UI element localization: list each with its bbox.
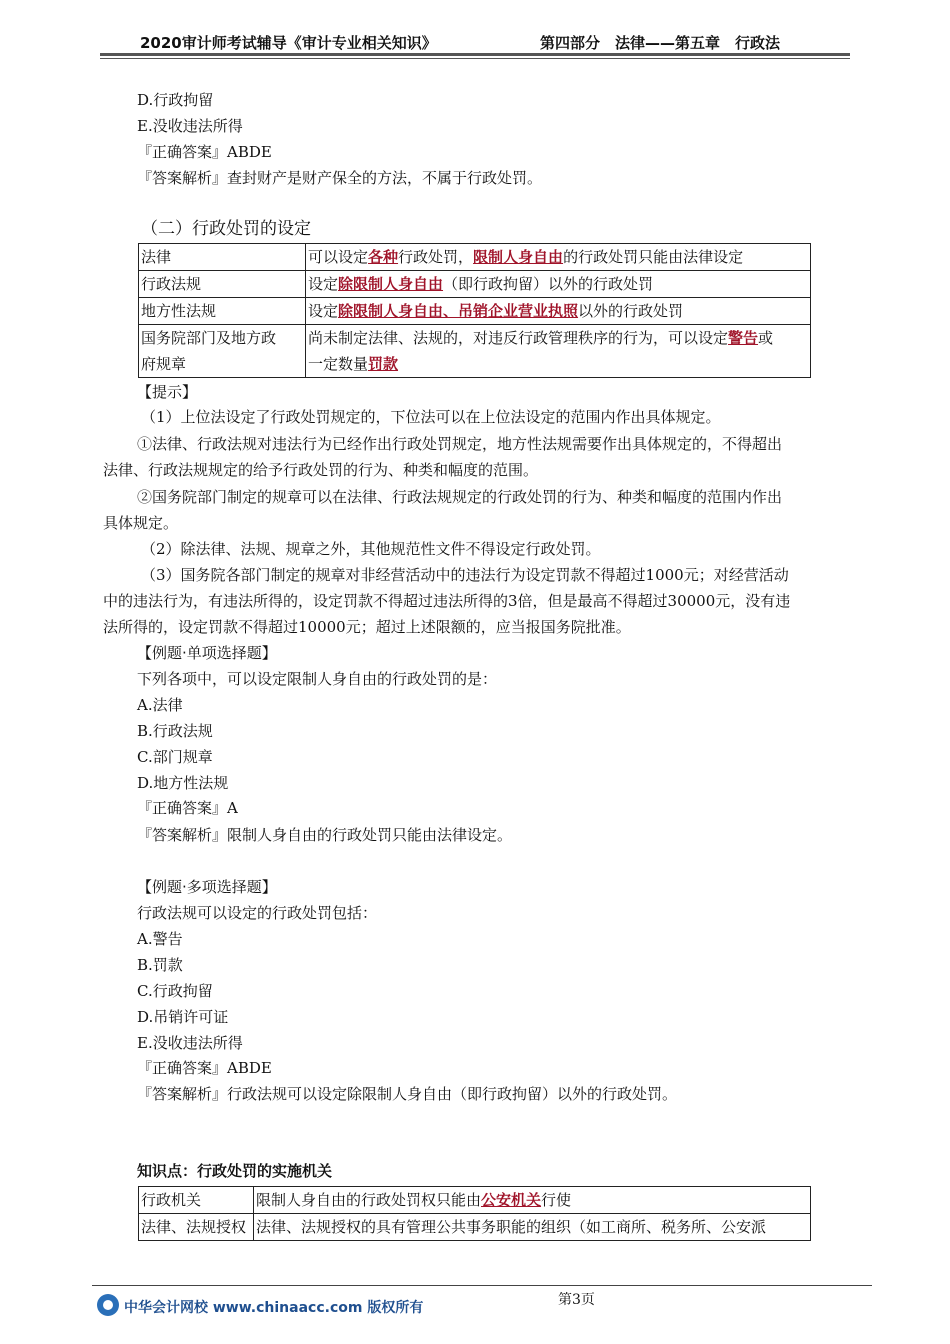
row-content: 法律、法规授权的具有管理公共事务职能的组织（如工商所、税务所、公安派 (254, 1214, 811, 1241)
option-line: E.没收违法所得 (137, 1034, 243, 1052)
option-line: A.法律 (137, 696, 183, 714)
tip-line: 法所得的，设定罚款不得超过10000元；超过上述限额的，应当报国务院批准。 (103, 618, 631, 636)
penalty-setting-table (138, 243, 811, 378)
option-line: C.部门规章 (137, 748, 213, 766)
answer-line: 『正确答案』A (137, 799, 238, 817)
explanation-line: 『答案解析』查封财产是财产保全的方法，不属于行政处罚。 (137, 169, 543, 187)
table-row (139, 298, 811, 325)
row-content: 尚未制定法律、法规的，对违反行政管理秩序的行为，可以设定警告或 一定数量罚款 (306, 325, 811, 378)
table-row (139, 244, 811, 271)
tip-line: 法律、行政法规规定的给予行政处罚的行为、种类和幅度的范围。 (103, 461, 539, 479)
row-label: 行政法规 (139, 271, 306, 298)
enforcement-body-table (138, 1186, 811, 1241)
highlight: 警告 (728, 329, 759, 347)
row-content: 限制人身自由的行政处罚权只能由公安机关行使 (254, 1187, 811, 1214)
option-line: D.吊销许可证 (137, 1008, 229, 1026)
table-row (139, 271, 811, 298)
example-title: 【例题·多项选择题】 (137, 878, 277, 896)
row-content: 设定除限制人身自由、吊销企业营业执照以外的行政处罚 (306, 298, 811, 325)
footer-rule (92, 1285, 872, 1286)
option-line: E.没收违法所得 (137, 117, 243, 135)
tip-line: 具体规定。 (103, 514, 179, 532)
tip-label: 【提示】 (137, 383, 198, 401)
row-label: 地方性法规 (139, 298, 306, 325)
row-label: 行政机关 (139, 1187, 254, 1214)
table-row (139, 325, 811, 378)
highlight: 公安机关 (481, 1191, 542, 1209)
row-content: 设定除限制人身自由（即行政拘留）以外的行政处罚 (306, 271, 811, 298)
highlight: 限制人身自由 (473, 248, 564, 266)
highlight: 罚款 (368, 355, 399, 373)
highlight: 各种 (368, 248, 399, 266)
tip-line: （3）国务院各部门制定的规章对非经营活动中的违法行为设定罚款不得超过1000元；对经营活动 (141, 566, 789, 584)
header-rule-thick (100, 53, 850, 56)
option-line: B.罚款 (137, 956, 183, 974)
page-number: 第3页 (558, 1292, 595, 1308)
answer-line: 『正确答案』ABDE (137, 143, 272, 161)
footer-brand: 中华会计网校 www.chinaacc.com 版权所有 (124, 1300, 424, 1316)
option-line: A.警告 (137, 930, 183, 948)
table-row (139, 1187, 811, 1214)
tip-line: ①法律、行政法规对违法行为已经作出行政处罚规定，地方性法规需要作出具体规定的，不得超出 (137, 435, 783, 453)
question-text: 下列各项中，可以设定限制人身自由的行政处罚的是： (137, 670, 498, 688)
knowledge-point-title: 知识点：行政处罚的实施机关 (137, 1162, 333, 1180)
row-label: 法律 (139, 244, 306, 271)
option-line: D.行政拘留 (137, 91, 214, 109)
highlight: 除限制人身自由、吊销企业营业执照 (338, 302, 579, 320)
page-header (100, 28, 850, 52)
tip-line: （1）上位法设定了行政处罚规定的，下位法可以在上位法设定的范围内作出具体规定。 (141, 408, 721, 426)
tip-line: ②国务院部门制定的规章可以在法律、行政法规规定的行政处罚的行为、种类和幅度的范围内作出 (137, 488, 783, 506)
highlight: 除限制人身自由 (338, 275, 444, 293)
explanation-line: 『答案解析』限制人身自由的行政处罚只能由法律设定。 (137, 826, 513, 844)
example-title: 【例题·单项选择题】 (137, 644, 277, 662)
tip-line: （2）除法律、法规、规章之外，其他规范性文件不得设定行政处罚。 (141, 540, 601, 558)
option-line: C.行政拘留 (137, 982, 213, 1000)
table-row (139, 1214, 811, 1241)
explanation-line: 『答案解析』行政法规可以设定除限制人身自由（即行政拘留）以外的行政处罚。 (137, 1085, 678, 1103)
row-label: 国务院部门及地方政 府规章 (139, 325, 306, 378)
header-chapter: 第四部分 法律——第五章 行政法 (540, 34, 781, 52)
section-title: （二）行政处罚的设定 (141, 219, 311, 239)
chinaacc-logo-icon (97, 1294, 119, 1316)
tip-line: 中的违法行为，有违法所得的，设定罚款不得超过违法所得的3倍，但是最高不得超过30000元，没有违 (103, 592, 791, 610)
option-line: B.行政法规 (137, 722, 213, 740)
answer-line: 『正确答案』ABDE (137, 1059, 272, 1077)
header-book-title: 2020审计师考试辅导《审计专业相关知识》 (140, 34, 437, 52)
option-line: D.地方性法规 (137, 774, 229, 792)
question-text: 行政法规可以设定的行政处罚包括： (137, 904, 378, 922)
row-label: 法律、法规授权 (139, 1214, 254, 1241)
header-rule-thin (100, 58, 850, 59)
row-content: 可以设定各种行政处罚，限制人身自由的行政处罚只能由法律设定 (306, 244, 811, 271)
